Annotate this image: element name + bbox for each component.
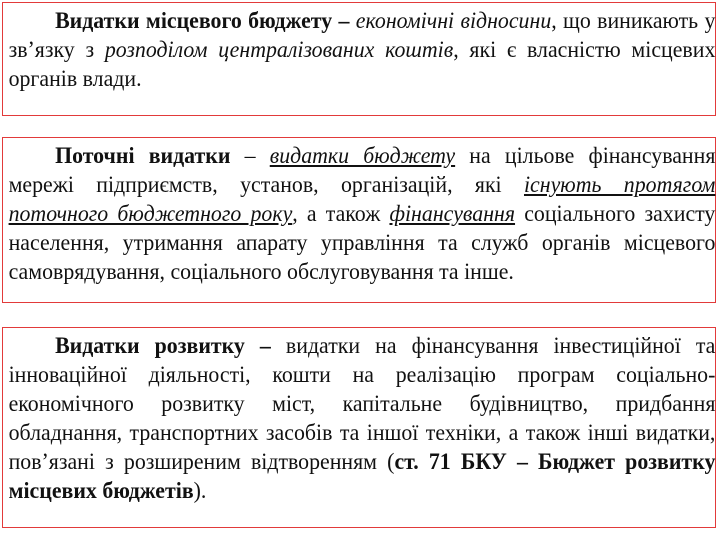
underlined-financing: фінансування	[389, 201, 516, 227]
definition-box-current-expenditures	[2, 137, 716, 303]
definition-box-local-budget-expenditures	[2, 2, 716, 116]
text: ).	[193, 478, 207, 504]
term-local-budget-expenditures: Видатки місцевого бюджету	[55, 8, 333, 34]
text: , що виникають у зв’язку з	[8, 8, 716, 63]
text: видатки на фінансування інвестиційної та інноваційної діяльності, кошти на реалізацію програм соціально-економічного розвитку міст, капітальне будівництво, придбання обладнання, транспортних засобів та іншої техніки, а також інші видатки, пов’язані з розширеним відтворенням (	[8, 333, 716, 475]
text: на цільове фінансування мережі підприємств, установ, організацій, які	[8, 143, 716, 198]
text: соціального захисту населення, утримання апарату управління та служб органів місцевого самоврядування, соціального обслуговування та інше.	[8, 201, 716, 285]
definition-paragraph	[3, 328, 720, 506]
underlined-exist-during-year: існують протягом поточного бюджетного року	[8, 172, 716, 227]
dash: –	[230, 143, 270, 169]
definition-box-development-expenditures	[2, 327, 716, 528]
term-development-expenditures: Видатки розвитку	[55, 333, 245, 359]
dash: –	[244, 333, 286, 359]
text: , а також	[292, 201, 390, 227]
definition-paragraph	[3, 3, 720, 94]
underlined-budget-expenditures: видатки бюджету	[269, 143, 456, 169]
dash: –	[332, 8, 356, 34]
term-current-expenditures: Поточні видатки	[55, 143, 231, 169]
text: , які є власністю місцевих органів влади.	[8, 37, 716, 92]
definition-paragraph	[3, 138, 720, 287]
italic-distribution-of-funds: розподілом централізованих коштів	[104, 37, 454, 63]
bold-law-reference: ст. 71 БКУ – Бюджет розвитку місцевих бюджетів	[8, 449, 716, 504]
italic-economic-relations: економічні відносини	[355, 8, 552, 34]
